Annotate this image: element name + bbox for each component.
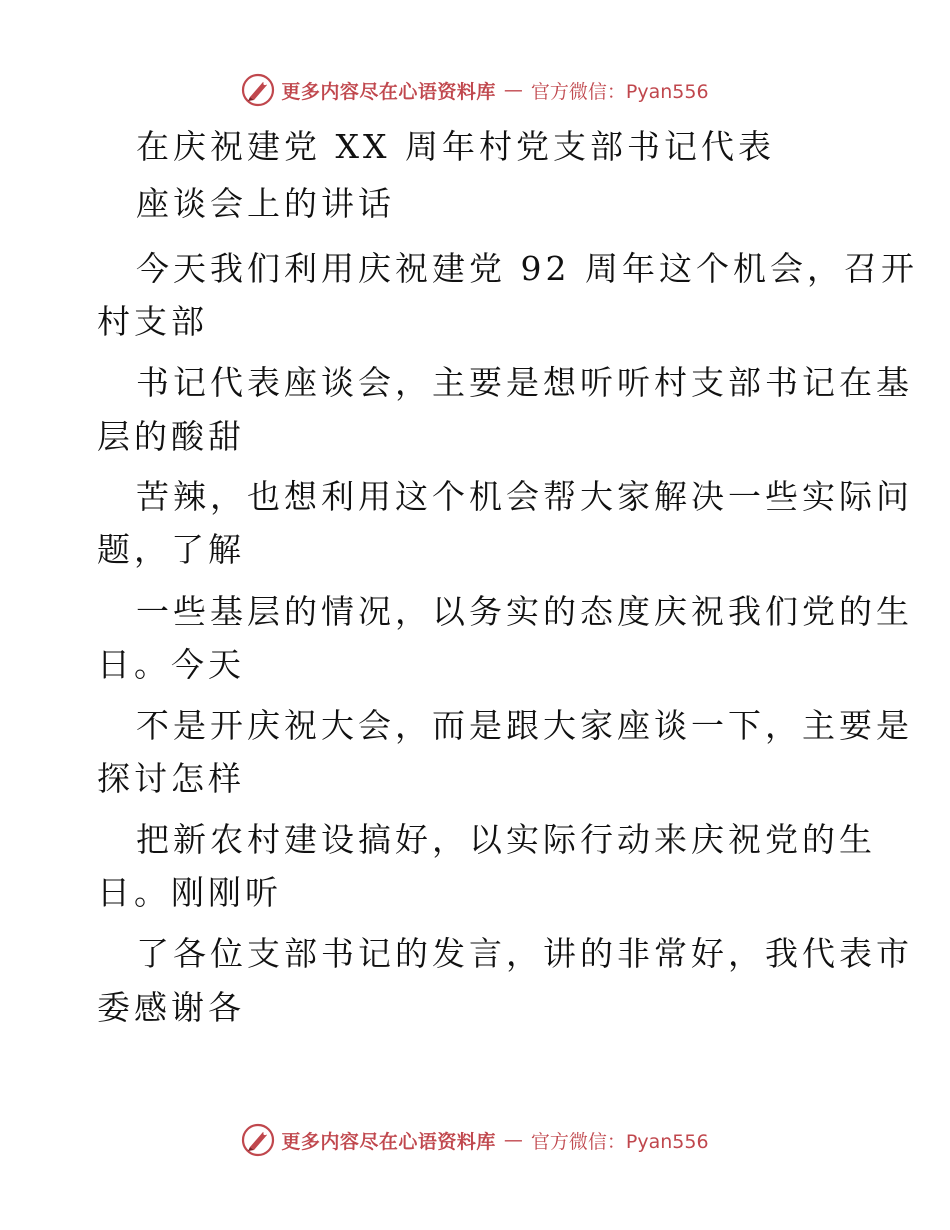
doc-line: 村支部: [97, 302, 208, 341]
doc-line: 了各位支部书记的发言，讲的非常好，我代表市: [136, 934, 913, 973]
pen-logo-icon: [241, 73, 275, 107]
doc-line: 苦辣，也想利用这个机会帮大家解决一些实际问: [136, 477, 913, 516]
doc-line: 题，了解: [97, 530, 245, 569]
doc-line: 一些基层的情况，以务实的态度庆祝我们党的生: [136, 592, 913, 631]
header-separator: —: [503, 79, 523, 101]
header-banner: [241, 73, 708, 107]
pen-logo-icon: [241, 1123, 275, 1157]
doc-line: 不是开庆祝大会，而是跟大家座谈一下，主要是: [136, 706, 913, 745]
doc-line: 探讨怎样: [97, 759, 245, 798]
footer-separator: —: [503, 1129, 523, 1151]
footer-banner: [241, 1123, 708, 1157]
doc-line: 今天我们利用庆祝建党 92 周年这个机会，召开: [136, 249, 918, 288]
doc-line: 书记代表座谈会，主要是想听听村支部书记在基: [136, 363, 913, 402]
doc-line: 委感谢各: [97, 988, 245, 1027]
doc-line: 层的酸甜: [97, 417, 245, 456]
header-contact: 官方微信：Pyan556: [530, 80, 709, 103]
footer-contact: 官方微信：Pyan556: [530, 1130, 709, 1153]
page-footer: [0, 1120, 950, 1160]
doc-line: 日。今天: [97, 645, 245, 684]
doc-line: 座谈会上的讲话: [136, 184, 395, 223]
header-brand: 更多内容尽在心语资料库: [281, 80, 496, 103]
doc-line: 把新农村建设搞好，以实际行动来庆祝党的生: [136, 820, 876, 859]
doc-line: 日。刚刚听: [97, 873, 282, 912]
page-header: [0, 70, 950, 110]
footer-brand: 更多内容尽在心语资料库: [281, 1130, 496, 1153]
doc-line: 在庆祝建党 XX 周年村党支部书记代表: [136, 127, 775, 166]
